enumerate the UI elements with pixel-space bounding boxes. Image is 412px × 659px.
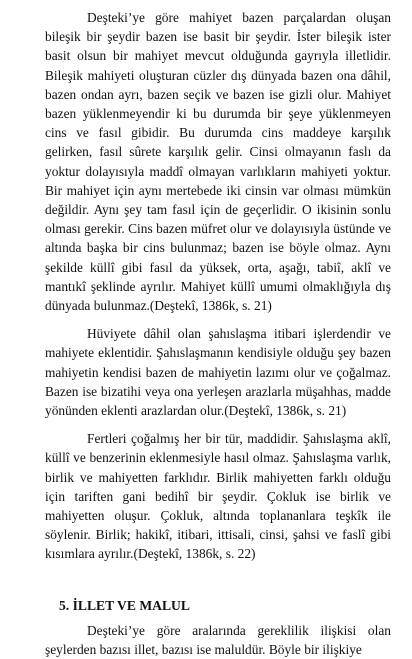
paragraph-illet: Deşteki’ye göre aralarında gereklilik ilişkisi olan şeylerden bazısı illet, bazısı ise maluldür. Böyle bir ilişkiye — [45, 622, 391, 657]
document-page — [45, 8, 391, 659]
paragraph-mahiyet: Deşteki’ye göre mahiyet bazen parçalardan oluşan bileşik bir şeydir bazen ise basit bir şeydir. İster bileşik ister basit olsun bir mahiyet mevcut olduğunda gayrıyla illetlidir. Bileşik mahiyeti oluşturan cüzler dış dünyada bazen ona dâhil, bazen ondan ayrı, bazen seçik ve bazen ise gizli olur. Mahiyet bazen yüklenmeyendir ki bu durumda bir şeye yüklenmeyen cins ve fasıl gibidir. Bu durumda cins maddeye karşılık gelirken, fasıl sûrete karşılık gelir. Cinsi olmayanın faslı da yoktur dolayısıyla maddî olmayan varlıkların mahiyeti yoktur. Bir mahiyet için aynı mertebede iki cinsin var olması mümkün değildir. Aynı şey tam fasıl için de geçerlidir. O ikisinin sonlu olması gerekir. Cins bazen müfret olur ve dolayısıyla üstünde ve altında başka bir cins bulunmaz; bazen ise böyle olmaz. Aynı şekilde küllî gibi fasıl da yüksek, orta, aşağı, tabiî, aklî ve mantıkî şeklinde ayrılır. Mahiyet küllî umumi olmaklığıyla dış dünyada bulunmaz.(Deştekî, 1386k, s. 21) — [45, 10, 391, 314]
paragraph-fertler: Fertleri çoğalmış her bir tür, maddidir. Şahıslaşma aklî, küllî ve benzerinin eklenmesiyle hasıl olmaz. Şahıslaşma varlık, birlik ve mahiyetten farklıdır. Birlik mahiyetten farklı olduğu için tariften gani bedihî bir şeydir. Çokluk ise birlik ve mahiyetten oluşur. Çokluk, altında toplananlara teşkîk ile söylenir. Birlik; hakikî, itibari, ittisali, cinsi, şahsi ve faslî gibi kısımlara ayrılır.(Deştekî, 1386k, s. 22) — [45, 431, 391, 562]
paragraph-huviyet: Hüviyete dâhil olan şahıslaşma itibari işlerdendir ve mahiyete eklentidir. Şahıslaşmanın kendisiyle olduğu şey bazen mahiyetin kendisi bazen de mahiyetin lazımı olur ve çoğalmaz. Bazen ise bizatihi veya ona yerleşen arazlarla müşahhas, madde yönünden eklenti arazlardan olur.(Deştekî, 1386k, s. 21) — [45, 326, 391, 419]
section-heading: 5. İLLET VE MALUL — [59, 597, 190, 613]
